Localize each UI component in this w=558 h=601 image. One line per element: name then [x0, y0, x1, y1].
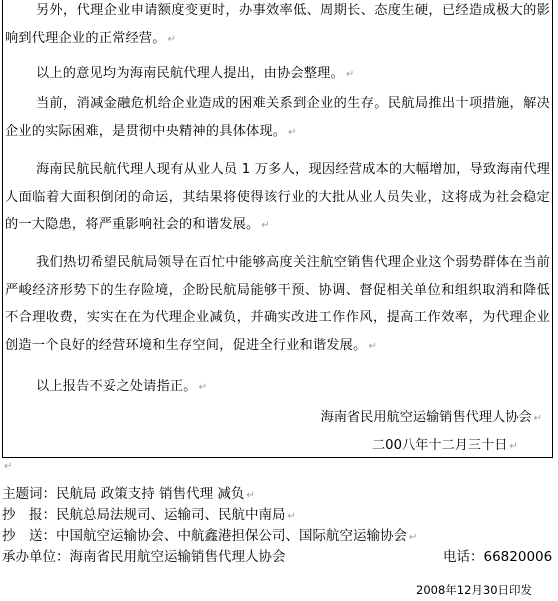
paragraph-closing [5, 373, 550, 402]
paragraph-text: 以上报告不妥之处请指正。 [36, 379, 197, 394]
return-mark-icon: ↵ [4, 461, 13, 472]
paragraph-text: 当前，消减金融危机给企业造成的困难关系到企业的生存。民航局推出十项措施，解决企业的实际困难，是贯彻中央精神的具体体现。 [5, 96, 550, 139]
return-mark-icon: ↵ [287, 511, 296, 522]
send-label: 抄 送： [2, 528, 56, 544]
return-mark-icon: ↵ [509, 441, 518, 452]
return-mark-icon: ↵ [533, 413, 542, 424]
signature-org-text: 海南省民用航空运输销售代理人协会 [320, 410, 532, 425]
printed-date: 2008年12月30日印发 [416, 583, 533, 597]
phone-label: 电话： [443, 549, 484, 565]
return-mark-icon: ↵ [409, 532, 418, 543]
paragraph-financial-crisis [5, 90, 550, 146]
report-value: 民航总局法规司、运输司、民航中南局 [56, 507, 286, 523]
signature-organization [321, 404, 542, 432]
signature-date [372, 432, 518, 460]
paragraph-opinions-source [5, 60, 550, 89]
host-label: 承办单位： [2, 549, 70, 565]
return-mark-icon: ↵ [288, 126, 297, 138]
return-mark-icon: ↵ [198, 382, 208, 393]
subject-value: 民航局 政策支持 销售代理 减负 [56, 486, 245, 502]
signature-date-text: 二00八年十二月三十日 [372, 438, 508, 453]
send-value: 中国航空运输协会、中航鑫港担保公司、国际航空运输协会 [56, 528, 407, 544]
host-value: 海南省民用航空运输销售代理人协会 [69, 549, 286, 565]
paragraph-text: 另外，代理企业申请额度变更时，办事效率低、周期长、态度生硬，已经造成极大的影响到代理企业的正常经营。 [5, 3, 550, 46]
paragraph-request [5, 249, 550, 360]
paragraph-text: 以上的意见均为海南民航代理人提出，由协会整理。 [36, 66, 344, 81]
host-unit-line [2, 547, 286, 568]
return-mark-icon: ↵ [368, 340, 378, 352]
paragraph-text: 我们热切希望民航局领导在百忙中能够高度关注航空销售代理企业这个弱势群体在当前严峻经济形势下的生存险境，企盼民航局能够干预、协调、督促相关单位和组织取消和降低不合理收费，实实在在为代理企业减负，并确实改进工作作风，提高工作效率，为代理企业创造一个良好的经营环境和生存空间，促进全行业和谐发展。 [5, 255, 550, 353]
copy-to-line [2, 526, 417, 548]
phone-value: 66820006 [483, 549, 553, 565]
report-label: 抄 报： [2, 507, 56, 523]
return-mark-icon: ↵ [246, 490, 255, 501]
paragraph-employment-impact [5, 156, 550, 240]
phone-line [443, 547, 552, 568]
paragraph-text: 海南民航民航代理人现有从业人员 1 万多人，现因经营成本的大幅增加，导致海南代理人面临着大面积倒闭的命运，其结果将使得该行业的大批从业人员失业，这将成为社会稳定的一大隐患，将严重影响社会的和谐发展。 [5, 162, 550, 232]
return-mark-icon: ↵ [345, 69, 355, 80]
subject-words-line [2, 484, 255, 506]
return-mark-icon: ↵ [167, 33, 177, 45]
report-to-line [2, 505, 296, 527]
subject-label: 主题词： [2, 486, 56, 502]
paragraph-agency-quota [5, 0, 550, 53]
return-mark-icon: ↵ [261, 220, 270, 231]
